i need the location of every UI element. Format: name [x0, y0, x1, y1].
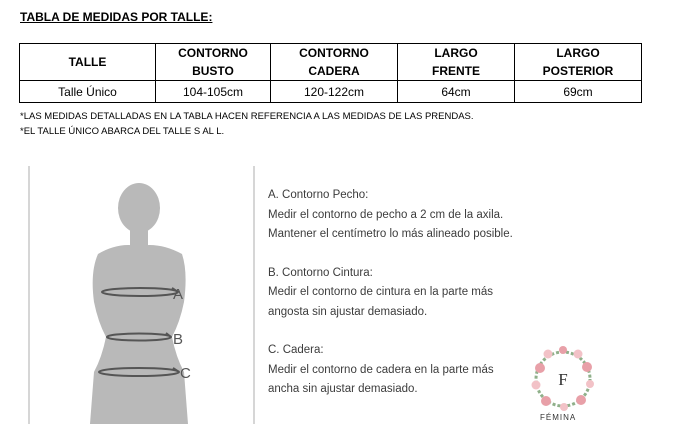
marker-b: B: [173, 331, 184, 348]
table-row: [20, 81, 642, 103]
instruction-line: angosta sin ajustar demasiado.: [268, 305, 428, 318]
divider-line: [28, 166, 30, 424]
cell-busto: 104-105cm: [156, 81, 271, 103]
cell-talle: Talle Único: [20, 81, 156, 103]
note-2: *EL TALLE ÚNICO ABARCA DEL TALLE S AL L.: [20, 126, 225, 137]
size-table: [19, 43, 642, 103]
instructions-block: [268, 186, 513, 419]
cell-cadera: 120-122cm: [271, 81, 398, 103]
instruction-heading: C. Cadera:: [268, 344, 324, 356]
instruction-heading: B. Contorno Cintura:: [268, 266, 373, 279]
instruction-a: [268, 186, 513, 245]
instruction-line: Medir el contorno de pecho a 2 cm de la axila.: [268, 208, 504, 221]
header-largo-posterior: LARGO POSTERIOR: [515, 44, 642, 81]
header-largo-frente: LARGO FRENTE: [398, 44, 515, 81]
note-1: *LAS MEDIDAS DETALLADAS EN LA TABLA HACEN REFERENCIA A LAS MEDIDAS DE LAS PRENDAS.: [20, 111, 474, 122]
cell-largo-posterior: 69cm: [515, 81, 642, 103]
instruction-line: Mantener el centímetro lo más alineado posible.: [268, 228, 513, 240]
instruction-line: ancha sin ajustar demasiado.: [268, 383, 418, 395]
logo-letter: F: [558, 370, 568, 389]
floral-wreath-icon: [528, 344, 598, 414]
marker-a: A: [173, 286, 184, 303]
instruction-c: [268, 341, 513, 400]
header-contorno-busto: CONTORNO BUSTO: [156, 44, 271, 81]
instruction-line: Medir el contorno de cintura en la parte más: [268, 286, 494, 298]
header-contorno-cadera: CONTORNO CADERA: [271, 44, 398, 81]
cell-largo-frente: 64cm: [398, 81, 515, 103]
table-header-row: [20, 44, 642, 81]
body-silhouette: [60, 172, 270, 424]
table-title: TABLA DE MEDIDAS POR TALLE:: [20, 10, 213, 24]
logo-name: FÉMINA: [540, 413, 577, 422]
instruction-b: [268, 264, 513, 323]
instruction-line: Medir el contorno de cadera en la parte más: [268, 363, 494, 376]
header-talle: TALLE: [20, 44, 156, 81]
marker-c: C: [180, 365, 191, 382]
instruction-heading: A. Contorno Pecho:: [268, 189, 369, 201]
